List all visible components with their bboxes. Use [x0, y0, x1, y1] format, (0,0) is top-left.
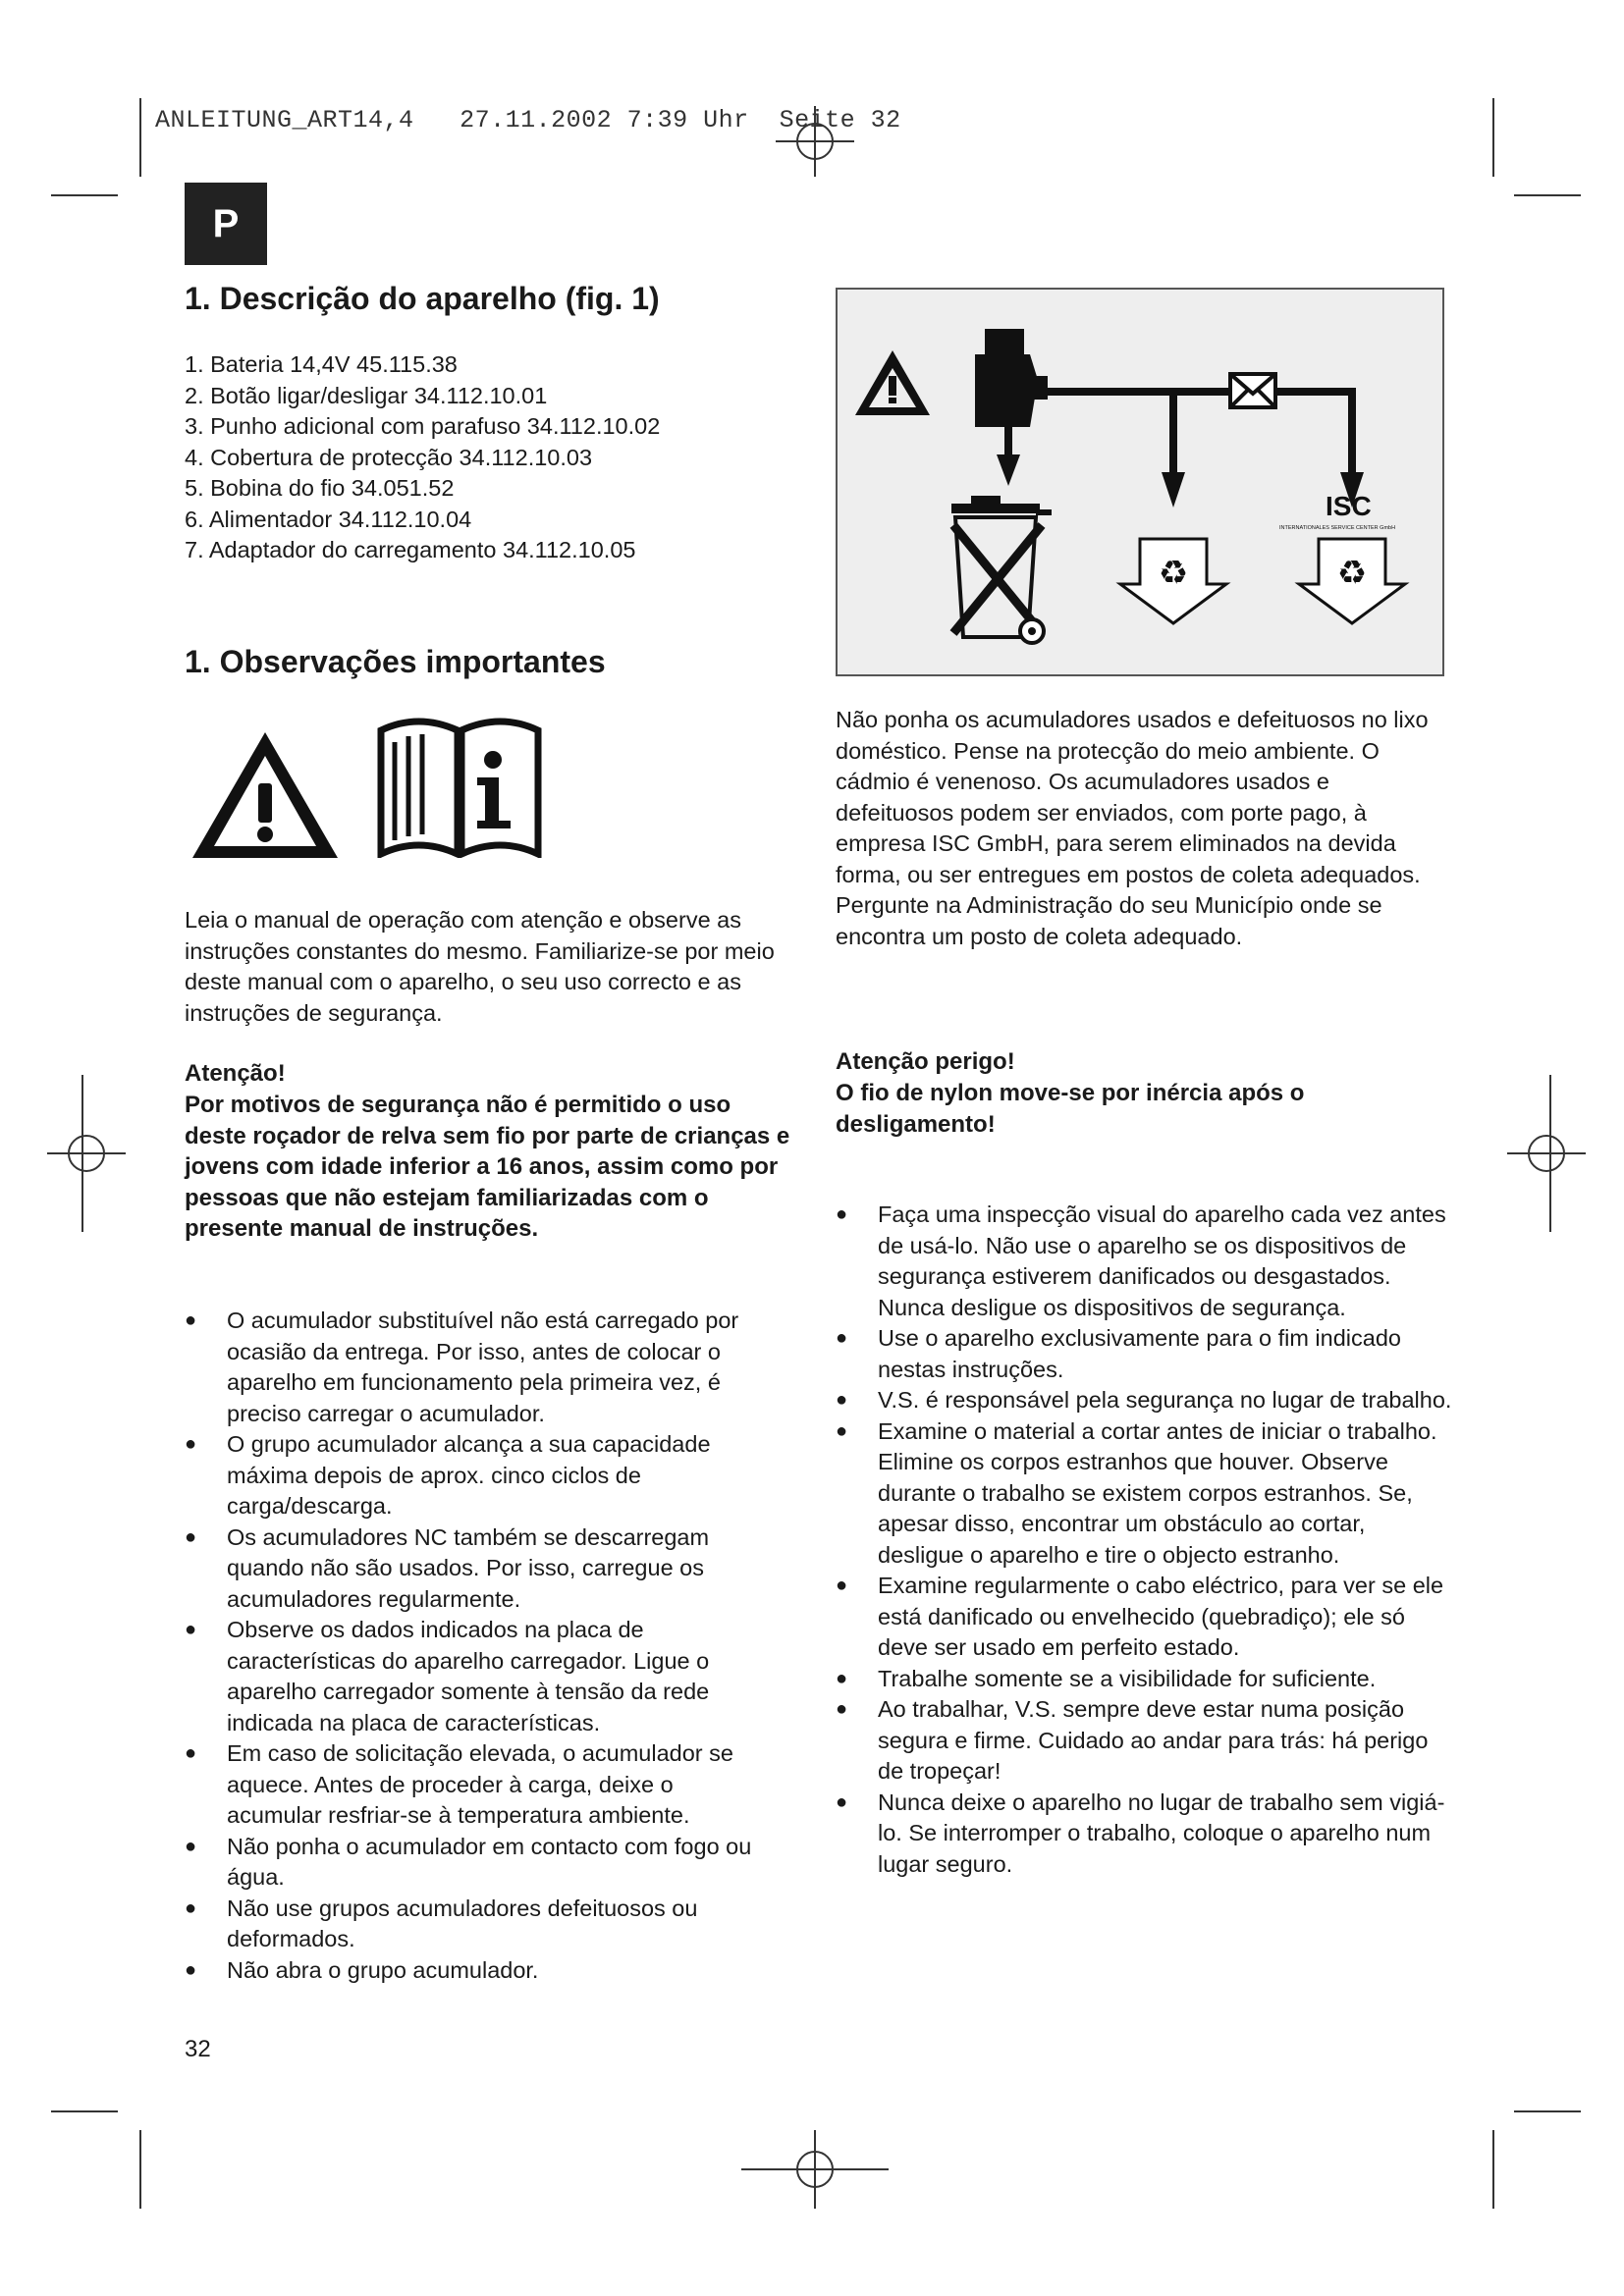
- list-item: [836, 1571, 1454, 1664]
- bullet-icon: ●: [836, 1203, 848, 1225]
- header-file: ANLEITUNG_ART14,4: [155, 106, 414, 134]
- parts-list: [185, 349, 793, 566]
- warning-triangle-icon: [189, 726, 342, 864]
- bullet-text: Examine regularmente o cabo eléctrico, para ver se ele está danificado ou envelhecido (quebradiço); ele só deve ser usado em perfeito estado.: [878, 1573, 1444, 1660]
- bullet-icon: ●: [836, 1698, 848, 1720]
- crop-mark-top-left: [51, 194, 118, 196]
- warning-title: Atenção!: [185, 1060, 286, 1087]
- list-item: 2. Botão ligar/desligar 34.112.10.01: [185, 382, 548, 408]
- header-time: 7:39 Uhr: [626, 106, 749, 134]
- crop-mark-right-bottom: [1492, 2130, 1494, 2209]
- print-header: [155, 106, 901, 134]
- list-item: [185, 1615, 774, 1738]
- crop-mark-bottom-left: [51, 2110, 118, 2112]
- bullet-text: Não ponha o acumulador em contacto com fogo ou água.: [227, 1833, 752, 1890]
- language-badge: P: [185, 183, 267, 265]
- bullet-text: O acumulador substituível não está carregado por ocasião da entrega. Por isso, antes de colocar o aparelho em funcionamento pela primeira vez, é preciso carregar o acumulador.: [227, 1308, 739, 1426]
- bullet-icon: ●: [185, 1896, 197, 1919]
- list-item: 7. Adaptador do carregamento 34.112.10.05: [185, 537, 636, 562]
- bullet-text: Não use grupos acumuladores defeituosos ou deformados.: [227, 1895, 698, 1951]
- arrow-down-icon: [1162, 472, 1185, 507]
- right-bullet-list: [836, 1200, 1454, 1880]
- section2-title: 1. Observações importantes: [185, 644, 606, 679]
- bullet-icon: ●: [836, 1419, 848, 1442]
- crop-mark-top-right: [1514, 194, 1581, 196]
- registration-mark-left: [47, 1075, 126, 1232]
- crop-mark-right-top: [1492, 98, 1494, 177]
- list-item: [836, 1788, 1454, 1881]
- isc-logo: [1279, 491, 1395, 531]
- bullet-icon: ●: [836, 1667, 848, 1689]
- list-item: [836, 1694, 1454, 1788]
- list-item: 3. Punho adicional com parafuso 34.112.10.02: [185, 413, 661, 439]
- list-item: [836, 1416, 1454, 1572]
- intro-paragraph: Leia o manual de operação com atenção e observe as instruções constantes do mesmo. Familiarize-se por meio deste manual com o aparelho, o seu uso correcto e as instruções de segurança.: [185, 907, 775, 1026]
- warning-triangle-icon: [855, 350, 930, 415]
- bullet-icon: ●: [836, 1327, 848, 1349]
- list-item: [185, 1832, 774, 1894]
- danger-text: O fio de nylon move-se por inércia após o desligamento!: [836, 1080, 1305, 1138]
- bullet-text: Não abra o grupo acumulador.: [227, 1956, 539, 1983]
- list-item: 5. Bobina do fio 34.051.52: [185, 475, 455, 501]
- svg-text:♻: ♻: [1336, 554, 1368, 593]
- registration-mark-right: [1507, 1075, 1586, 1232]
- bullet-text: Trabalhe somente se a visibilidade for suficiente.: [878, 1665, 1377, 1691]
- svg-text:♻: ♻: [1158, 554, 1189, 593]
- bullet-icon: ●: [185, 1742, 197, 1764]
- crossed-out-bin-icon: [951, 496, 1052, 643]
- bullet-icon: ●: [185, 1433, 197, 1455]
- registration-mark-bottom: [731, 2130, 898, 2209]
- left-bullet-list: [185, 1306, 774, 1986]
- bullet-icon: ●: [185, 1619, 197, 1640]
- crop-mark-bottom-right: [1514, 2110, 1581, 2112]
- section1-title: 1. Descrição do aparelho (fig. 1): [185, 281, 660, 316]
- bullet-icon: ●: [185, 1958, 197, 1981]
- list-item: [185, 1429, 774, 1522]
- envelope-icon: [1230, 374, 1275, 407]
- bullet-text: V.S. é responsável pela segurança no lugar de trabalho.: [878, 1387, 1452, 1413]
- recycle-arrow-icon: [1120, 539, 1226, 623]
- bullet-icon: ●: [185, 1835, 197, 1857]
- crop-mark-left-top: [139, 98, 141, 177]
- bullet-icon: ●: [836, 1575, 848, 1596]
- list-item: 6. Alimentador 34.112.10.04: [185, 506, 472, 532]
- bullet-text: Nunca deixe o aparelho no lugar de trabalho sem vigiá-lo. Se interromper o trabalho, coloque o aparelho num lugar seguro.: [878, 1789, 1445, 1877]
- bullet-text: Faça uma inspecção visual do aparelho cada vez antes de usá-lo. Não use o aparelho se os dispositivos de segurança estiverem danificados ou desgastados. Nunca desligue os dispositivos de segurança.: [878, 1201, 1446, 1320]
- bullet-icon: ●: [836, 1790, 848, 1813]
- bullet-text: Em caso de solicitação elevada, o acumulador se aquece. Antes de proceder à carga, deixe o acumular resfriar-se à temperatura ambiente.: [227, 1740, 733, 1828]
- list-item: [185, 1522, 774, 1616]
- recycle-arrow-icon: [1299, 539, 1405, 623]
- page-number: 32: [185, 2036, 211, 2062]
- bullet-text: Observe os dados indicados na placa de características do aparelho carregador. Ligue o aparelho carregador somente à tensão da rede indicada na placa de características.: [227, 1617, 710, 1735]
- bullet-text: Os acumuladores NC também se descarregam quando não são usados. Por isso, carregue os acumuladores regularmente.: [227, 1523, 710, 1612]
- header-page-label: Seite 32: [779, 106, 901, 134]
- header-date: 27.11.2002: [460, 106, 613, 134]
- danger-title: Atenção perigo!: [836, 1048, 1015, 1075]
- list-item: [836, 1664, 1454, 1695]
- bullet-icon: ●: [185, 1525, 197, 1548]
- bullet-text: Ao trabalhar, V.S. sempre deve estar numa posição segura e firme. Cuidado ao andar para trás: há perigo de tropeçar!: [878, 1696, 1429, 1784]
- isc-logo-subtitle: INTERNATIONALES SERVICE CENTER GmbH: [1279, 525, 1396, 531]
- warning-text: Por motivos de segurança não é permitido o uso deste roçador de relva sem fio por parte de crianças e jovens com idade inferior a 16 anos, assim como por pessoas que não estejam familiarizadas com o presente manual de instruções.: [185, 1092, 790, 1242]
- bullet-icon: ●: [836, 1389, 848, 1411]
- disposal-diagram: [838, 290, 1442, 674]
- list-item: [185, 1306, 774, 1429]
- crop-mark-left-bottom: [139, 2130, 141, 2209]
- list-item: 1. Bateria 14,4V 45.115.38: [185, 351, 458, 377]
- list-item: [836, 1200, 1454, 1323]
- bullet-icon: ●: [185, 1309, 197, 1331]
- list-item: [185, 1738, 774, 1832]
- arrow-down-icon: [997, 454, 1020, 486]
- list-item: 4. Cobertura de protecção 34.112.10.03: [185, 444, 593, 470]
- list-item: [185, 1894, 774, 1955]
- bullet-text: Examine o material a cortar antes de iniciar o trabalho. Elimine os corpos estranhos que houver. Observe durante o trabalho se existem corpos estranhos. Se, apesar disso, encontrar um obstáculo ao cortar, desligue o aparelho e tire o objecto estranho.: [878, 1417, 1437, 1568]
- disposal-figure: [836, 288, 1444, 676]
- bullet-text: Use o aparelho exclusivamente para o fim indicado nestas instruções.: [878, 1325, 1401, 1382]
- isc-logo-text: ISC: [1326, 491, 1372, 521]
- list-item: [836, 1385, 1454, 1416]
- list-item: [836, 1323, 1454, 1385]
- list-item: [185, 1955, 774, 1987]
- battery-pack-icon: [975, 329, 1048, 427]
- read-manual-icon: [375, 711, 544, 858]
- disposal-paragraph: Não ponha os acumuladores usados e defeituosos no lixo doméstico. Pense na protecção do meio ambiente. O cádmio é venenoso. Os acumuladores usados e defeituosos podem ser enviados, com porte pago, à empresa ISC GmbH, para serem eliminados na devida forma, ou ser entregues em postos de coleta adequados. Pergunte na Administração do seu Município onde se encontra um posto de coleta adequado.: [836, 707, 1429, 949]
- bullet-text: O grupo acumulador alcança a sua capacidade máxima depois de aprox. cinco ciclos de carga/descarga.: [227, 1431, 711, 1519]
